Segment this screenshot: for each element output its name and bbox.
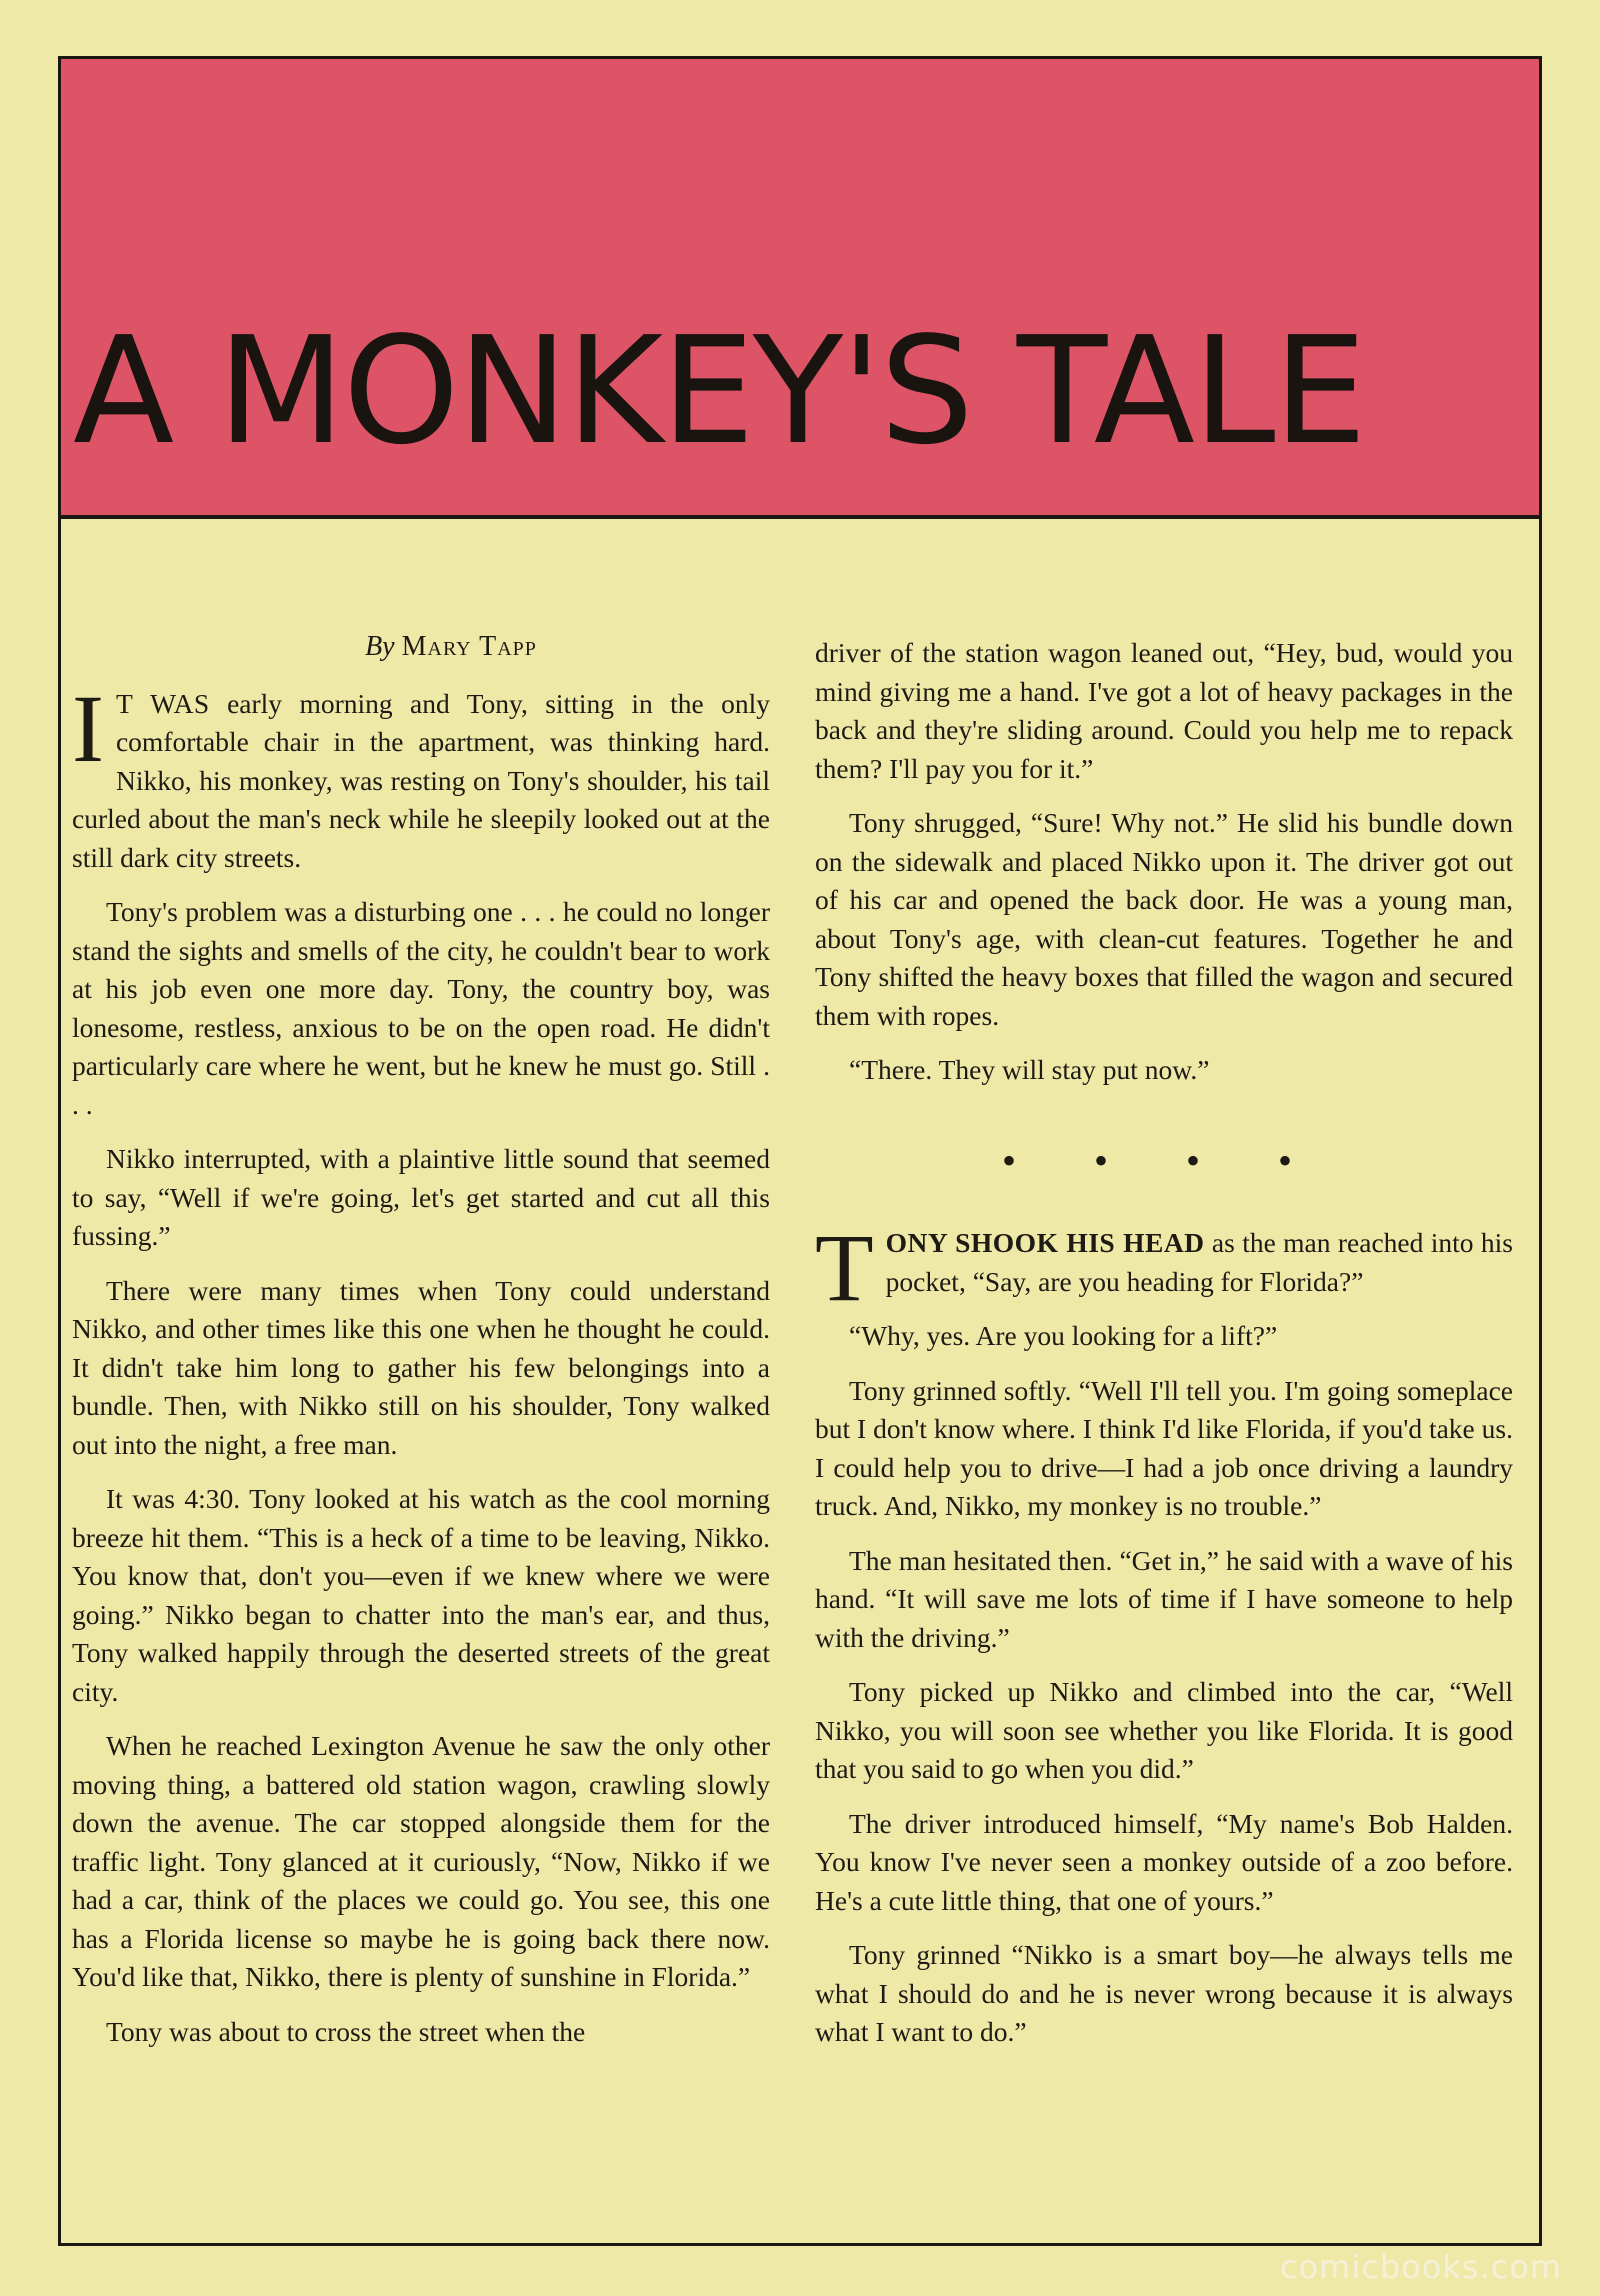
paragraph-text: as the man reached into his pocket, “Say, are you heading for Florida?” [885, 1227, 1513, 1297]
lead-in: ONY SHOOK HIS HEAD [885, 1227, 1205, 1258]
paragraph: It was 4:30. Tony looked at his watch as the cool morning breeze hit them. “This is a heck of a time to be leaving, Nikko. You know that, don't you—even if we knew where we were going.” Nikko began to chatter into the man's ear, and thus, Tony walked happily through the deserted streets of the great city. [72, 1483, 770, 1707]
title-banner [61, 59, 1539, 519]
right-column [815, 634, 1513, 2068]
paragraph: Nikko interrupted, with a plaintive little sound that seemed to say, “Well if we're going, let's get started and cut all this fussing.” [72, 1143, 770, 1251]
paragraph [72, 674, 770, 878]
paragraph: When he reached Lexington Avenue he saw the only other moving thing, a battered old station wagon, crawling slowly down the avenue. The car stopped alongside them for the traffic light. Tony glanced at it curiously, “Now, Nikko if we had a car, think of the places we could go. You see, this one has a Florida license so maybe he is going back there now. You'd like that, Nikko, there is plenty of sunshine in Florida.” [72, 1730, 770, 1992]
paragraph: “Why, yes. Are you looking for a lift?” [849, 1320, 1278, 1351]
lead-in: T WAS [115, 687, 210, 719]
byline-author: Mary Tapp [401, 631, 537, 662]
paragraph: The man hesitated then. “Get in,” he said with a wave of his hand. “It will save me lots of time if I have someone to help with the driving.” [815, 1544, 1513, 1653]
left-column [72, 628, 770, 2067]
paragraph: Tony grinned “Nikko is a smart boy—he always tells me what I should do and he is never wrong because it is always what I want to do.” [815, 1939, 1513, 2047]
paragraph: Tony's problem was a disturbing one . . . he could no longer stand the sights and smells of the city, he couldn't bear to work at his job even one more day. Tony, the country boy, was lonesome, restless, anxious to be on the open road. He didn't particularly care where he went, but he knew he must go. Still . . . [72, 896, 770, 1120]
paragraph: Tony grinned softly. “Well I'll tell you. I'm going someplace but I don't know where. I think I'd like Florida, if you'd take us. I could help you to drive—I had a job once driving a laundry truck. And, Nikko, my monkey is no trouble.” [815, 1374, 1513, 1521]
paragraph: driver of the station wagon leaned out, “Hey, bud, would you mind giving me a hand. I've got a lot of heavy packages in the back and they're sliding around. Could you help me to repack them? I'll pay you for it.” [815, 637, 1513, 784]
watermark: comicbooks.com [1279, 2248, 1562, 2286]
paragraph-text: early morning and Tony, sitting in the only comfortable chair in the apartment, was thinking hard. Nikko, his monkey, was resting on Tony's shoulder, his tail curled about the man's neck while he sleepily looked out at the still dark city streets. [72, 687, 770, 873]
section-break: • • • • [1001, 1137, 1326, 1183]
drop-cap: I [72, 674, 104, 782]
paragraph: Tony picked up Nikko and climbed into the car, “Well Nikko, you will soon see whether you like Florida. It is good that you said to go when you did.” [815, 1676, 1513, 1784]
paragraph [815, 1214, 1513, 1321]
byline-prefix: By [365, 631, 395, 662]
story-title: A MONKEY'S TALE [73, 305, 1365, 477]
paragraph: Tony shrugged, “Sure! Why not.” He slid his bundle down on the sidewalk and placed Nikko upon it. The driver got out of his car and opened the back door. He was a young man, about Tony's age, with clean-cut features. Together he and Tony shifted the heavy boxes that filled the wagon and secured them with ropes. [815, 807, 1513, 1031]
drop-cap: T [815, 1214, 874, 1321]
paragraph: The driver introduced himself, “My name's Bob Halden. You know I've never seen a monkey outside of a zoo before. He's a cute little thing, that one of yours.” [815, 1807, 1513, 1916]
paragraph: Tony was about to cross the street when the [106, 2015, 586, 2047]
paragraph: There were many times when Tony could understand Nikko, and other times like this one when he thought he could. It didn't take him long to gather his few belongings into a bundle. Then, with Nikko still on his shoulder, Tony walked out into the night, a free man. [72, 1274, 770, 1460]
byline [72, 628, 770, 667]
paragraph: “There. They will stay put now.” [849, 1054, 1210, 1085]
